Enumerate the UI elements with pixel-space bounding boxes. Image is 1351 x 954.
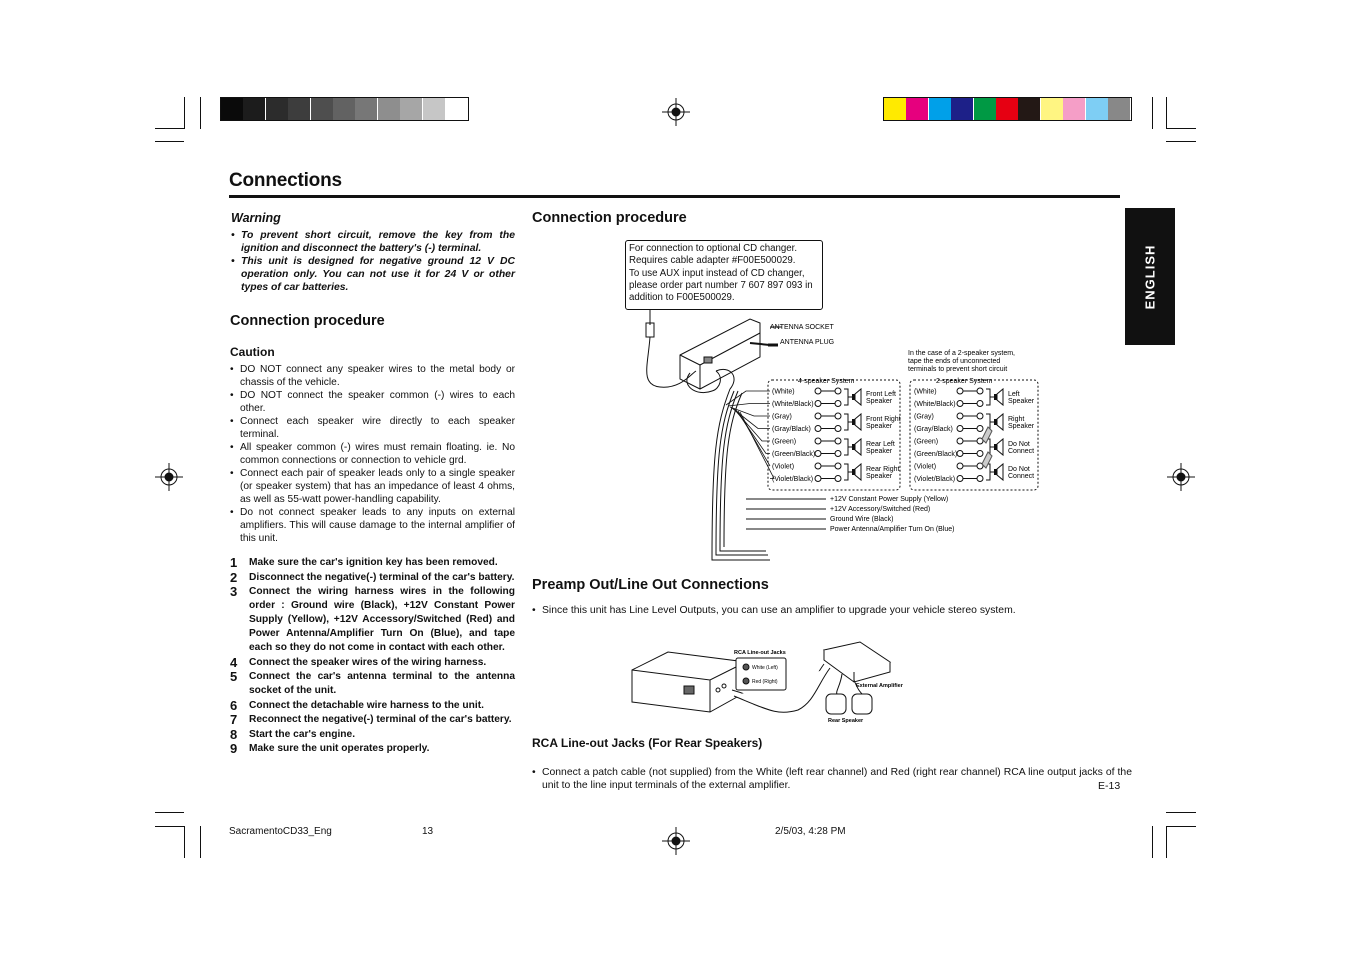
caution-item: • All speaker common (-) wires must remain floating. ie. No common connections or connection to vehicle grd. xyxy=(230,442,515,468)
footer-file: SacramentoCD33_Eng xyxy=(229,826,332,837)
speaker-label: Speaker xyxy=(1008,398,1035,405)
step-text: Reconnect the negative(-) terminal of the car's battery. xyxy=(249,714,512,725)
terminal-icon xyxy=(977,388,983,394)
color-swatch xyxy=(355,98,377,120)
speaker-cone-icon xyxy=(855,389,861,405)
wiring-diagram xyxy=(620,305,1060,565)
caution-item: • DO NOT connect any speaker wires to the metal body or chassis of the vehicle. xyxy=(230,364,515,390)
color-swatch xyxy=(266,98,288,120)
color-swatch xyxy=(1063,98,1085,120)
title-rule xyxy=(229,195,1120,198)
speaker-cone-icon xyxy=(997,439,1003,455)
language-tab xyxy=(1125,208,1175,345)
caution-list xyxy=(230,364,515,546)
rear-speaker-label: Rear Speaker xyxy=(828,718,864,724)
procedure-step xyxy=(230,556,515,570)
wire-color-label: (Green) xyxy=(914,438,939,446)
speaker-bracket xyxy=(844,439,852,455)
speaker-cone-icon xyxy=(997,464,1003,480)
color-swatch xyxy=(311,98,333,120)
two-speaker-note: tape the ends of unconnected xyxy=(908,358,1001,365)
antenna-socket-label: ANTENNA SOCKET xyxy=(770,324,834,331)
speaker-bracket xyxy=(844,414,852,430)
power-wire-label: Power Antenna/Amplifier Turn On (Blue) xyxy=(830,526,955,533)
wire-color-label: (White/Black) xyxy=(914,401,956,408)
two-speaker-note: terminals to prevent short circuit xyxy=(908,366,1008,373)
connection-diagram-heading: Connection procedure xyxy=(532,210,687,226)
step-number: 4 xyxy=(230,654,238,670)
terminal-icon xyxy=(835,476,841,482)
step-number: 8 xyxy=(230,726,238,742)
procedure-step xyxy=(230,656,515,670)
terminal-icon xyxy=(835,451,841,457)
callout-line: Requires cable adapter #F00E500029. xyxy=(629,255,796,267)
color-swatch xyxy=(906,98,928,120)
speaker-label: Front Left xyxy=(866,391,896,398)
caution-item: • Connect each pair of speaker leads only to a single speaker (or speaker system) that has an impedance of least 4 ohms, as well as 55-watt power-handling capability. xyxy=(230,468,515,506)
terminal-icon xyxy=(957,438,963,444)
terminal-icon xyxy=(835,463,841,469)
procedure-step xyxy=(230,670,515,698)
callout-line: addition to F00E500029. xyxy=(629,292,735,304)
step-number: 7 xyxy=(230,712,238,727)
speaker-label: Rear Right xyxy=(866,466,900,473)
speaker-label: Right xyxy=(1008,416,1025,423)
wire-color-label: (Green/Black) xyxy=(914,451,958,458)
terminal-icon xyxy=(835,438,841,444)
power-wire-label: +12V Accessory/Switched (Red) xyxy=(830,506,931,513)
footer-date: 2/5/03, 4:28 PM xyxy=(775,826,846,837)
warning-item: • To prevent short circuit, remove the key from the ignition and disconnect the battery's (-) terminal. xyxy=(231,229,515,255)
wire-color-label: (Violet/Black) xyxy=(914,476,956,483)
step-text: Connect the car's antenna terminal to the antenna socket of the unit. xyxy=(249,671,515,696)
terminal-icon xyxy=(977,413,983,419)
speaker-label: Speaker xyxy=(866,423,893,430)
speaker-cone-icon xyxy=(997,389,1003,405)
wire-color-label: (Gray/Black) xyxy=(914,426,953,433)
procedure-step xyxy=(230,728,515,742)
terminal-icon xyxy=(815,451,821,457)
step-number: 9 xyxy=(230,741,238,756)
page-number: E-13 xyxy=(1098,780,1121,792)
color-swatch xyxy=(1086,98,1108,120)
color-swatch xyxy=(288,98,310,120)
cd-changer-callout xyxy=(625,240,823,310)
speaker-cone-icon xyxy=(855,439,861,455)
speaker-bracket xyxy=(986,389,994,405)
wire-color-label: (White/Black) xyxy=(772,401,814,408)
wire-color-label: (Green/Black) xyxy=(772,451,816,458)
terminal-icon xyxy=(835,426,841,432)
speaker-wire xyxy=(728,404,770,407)
terminal-icon xyxy=(835,388,841,394)
step-number: 5 xyxy=(230,669,238,684)
wire-color-label: (White) xyxy=(772,388,795,396)
terminal-icon xyxy=(957,463,963,469)
terminal-icon xyxy=(977,426,983,432)
color-swatch xyxy=(333,98,355,120)
step-text: Connect the speaker wires of the wiring harness. xyxy=(249,656,487,668)
footer-page: 13 xyxy=(422,826,434,837)
speaker-label: Front Right xyxy=(866,416,901,423)
wire-color-label: (Violet) xyxy=(914,463,937,471)
warning-item: • This unit is designed for negative ground 12 V DC operation only. You can not use it for 24 V or other types of car batteries. xyxy=(231,255,515,294)
terminal-icon xyxy=(957,476,963,482)
speaker-label: Left xyxy=(1008,391,1020,398)
terminal-icon xyxy=(835,401,841,407)
speaker-cone-icon xyxy=(997,414,1003,430)
preamp-diagram xyxy=(628,640,928,730)
wire-color-label: (White) xyxy=(914,388,937,396)
procedure-step xyxy=(230,713,515,727)
step-text: Disconnect the negative(-) terminal of the car's battery. xyxy=(249,571,515,583)
color-swatch xyxy=(1108,98,1130,120)
callout-line: For connection to optional CD changer. xyxy=(629,243,798,254)
color-swatch xyxy=(221,98,243,120)
preamp-heading: Preamp Out/Line Out Connections xyxy=(532,577,769,593)
connection-procedure-heading: Connection procedure xyxy=(230,313,385,329)
grayscale-color-bar xyxy=(220,97,469,121)
speaker-label: Speaker xyxy=(1008,423,1035,430)
color-swatch xyxy=(951,98,973,120)
terminal-icon xyxy=(977,451,983,457)
step-text: Make sure the unit operates properly. xyxy=(249,743,430,754)
two-speaker-note: In the case of a 2-speaker system, xyxy=(908,350,1015,357)
color-swatch xyxy=(929,98,951,120)
warning-title: Warning xyxy=(231,211,281,225)
rca-text: • Connect a patch cable (not supplied) from the White (left rear channel) and Red (right rear channel) RCA line output jacks of the unit to the line input terminals of the external amplifier. xyxy=(532,766,1132,792)
terminal-icon xyxy=(815,401,821,407)
wire-color-label: (Gray) xyxy=(772,413,792,421)
step-text: Connect the detachable wire harness to the unit. xyxy=(249,699,484,711)
terminal-icon xyxy=(957,426,963,432)
terminal-icon xyxy=(815,463,821,469)
procedure-steps xyxy=(230,556,515,757)
speaker-wire xyxy=(726,391,770,405)
speaker-label: Speaker xyxy=(866,448,893,455)
speaker-wire xyxy=(740,412,774,479)
white-left-label: White (Left) xyxy=(752,665,778,671)
rca-heading: RCA Line-out Jacks (For Rear Speakers) xyxy=(532,736,763,750)
color-swatch xyxy=(1018,98,1040,120)
procedure-step xyxy=(230,742,515,756)
language-tab-label: ENGLISH xyxy=(1142,244,1158,309)
external-amp-label: External Amplifier xyxy=(856,683,903,689)
color-swatch xyxy=(378,98,400,120)
terminal-icon xyxy=(815,413,821,419)
speaker-label: Do Not xyxy=(1008,441,1030,448)
antenna-plug-label: ANTENNA PLUG xyxy=(780,339,835,346)
red-right-label: Red (Right) xyxy=(752,679,778,685)
color-swatch xyxy=(1041,98,1063,120)
two-speaker-title: 2-speaker System xyxy=(936,378,993,385)
terminal-icon xyxy=(815,476,821,482)
speaker-cone-icon xyxy=(855,464,861,480)
color-swatch xyxy=(423,98,445,120)
speaker-bracket xyxy=(844,389,852,405)
terminal-icon xyxy=(957,451,963,457)
speaker-label: Connect xyxy=(1008,448,1035,455)
terminal-icon xyxy=(977,401,983,407)
speaker-label: Do Not xyxy=(1008,466,1030,473)
wire-color-label: (Gray/Black) xyxy=(772,426,811,433)
speaker-label: Speaker xyxy=(866,473,893,480)
callout-line: To use AUX input instead of CD changer, xyxy=(629,267,805,279)
page-title: Connections xyxy=(229,170,342,191)
caution-title: Caution xyxy=(230,345,275,359)
four-speaker-title: 4-speaker System xyxy=(798,378,855,385)
color-swatch xyxy=(884,98,906,120)
color-swatch xyxy=(243,98,265,120)
process-color-bar xyxy=(883,97,1132,121)
color-swatch xyxy=(445,98,467,120)
speaker-label: Connect xyxy=(1008,473,1035,480)
terminal-icon xyxy=(957,413,963,419)
step-number: 3 xyxy=(230,584,238,599)
step-number: 1 xyxy=(230,555,238,570)
procedure-step xyxy=(230,571,515,585)
procedure-step xyxy=(230,585,515,655)
speaker-wire xyxy=(732,408,770,429)
wire-color-label: (Violet) xyxy=(772,463,795,471)
color-swatch xyxy=(974,98,996,120)
step-text: Start the car's engine. xyxy=(249,728,356,740)
terminal-icon xyxy=(835,413,841,419)
wire-color-label: (Gray) xyxy=(914,413,934,421)
step-text: Connect the wiring harness wires in the following order : Ground wire (Black), +12V Constant Power Supply (Yellow), +12V Accessory/Switched (Red) and Power Antenna/Amplifier Turn On (Blue), and tape each so they do not come in contact with each other. xyxy=(249,586,515,653)
color-swatch xyxy=(996,98,1018,120)
terminal-icon xyxy=(815,388,821,394)
power-wire-label: +12V Constant Power Supply (Yellow) xyxy=(830,496,949,503)
terminal-icon xyxy=(815,426,821,432)
terminal-icon xyxy=(957,388,963,394)
power-wire-label: Ground Wire (Black) xyxy=(830,516,894,523)
step-text: Make sure the car's ignition key has been removed. xyxy=(249,557,498,568)
terminal-icon xyxy=(977,476,983,482)
color-swatch xyxy=(400,98,422,120)
caution-item: • Connect each speaker wire directly to each speaker terminal. xyxy=(230,416,515,442)
callout-line: please order part number 7 607 897 093 in xyxy=(629,279,813,291)
terminal-icon xyxy=(957,401,963,407)
speaker-cone-icon xyxy=(855,414,861,430)
wire-color-label: (Violet/Black) xyxy=(772,476,814,483)
wire-color-label: (Green) xyxy=(772,438,797,446)
step-number: 6 xyxy=(230,697,238,713)
preamp-text: • Since this unit has Line Level Outputs, you can use an amplifier to upgrade your vehicle stereo system. xyxy=(532,604,1132,617)
caution-item: • DO NOT connect the speaker common (-) wires to each other. xyxy=(230,390,515,416)
speaker-bracket xyxy=(844,464,852,480)
speaker-wire xyxy=(738,411,770,466)
step-number: 2 xyxy=(230,569,238,585)
rca-jacks-label: RCA Line-out Jacks xyxy=(734,650,786,656)
speaker-label: Speaker xyxy=(866,398,893,405)
speaker-label: Rear Left xyxy=(866,441,895,448)
caution-item: • Do not connect speaker leads to any inputs on external amplifiers. This will cause damage to the internal amplifier of this unit. xyxy=(230,507,515,545)
terminal-icon xyxy=(815,438,821,444)
warning-list xyxy=(231,229,515,294)
procedure-step xyxy=(230,699,515,713)
